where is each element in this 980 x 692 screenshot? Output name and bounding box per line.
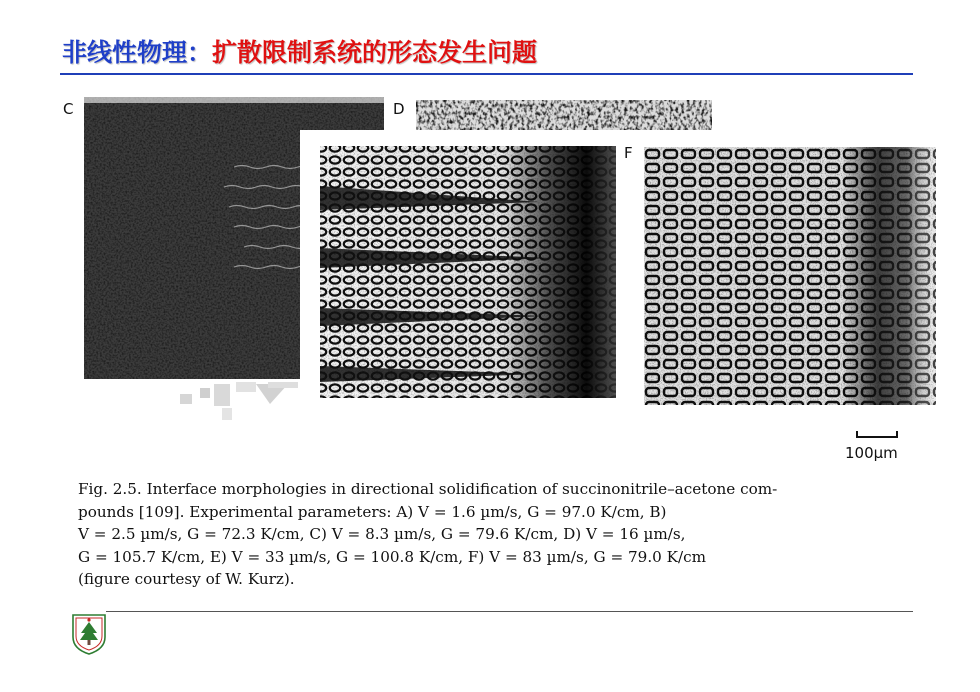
scale-bar-label: 100µm — [845, 444, 898, 462]
title-underline — [60, 73, 913, 75]
scale-bar — [856, 431, 898, 438]
university-emblem-icon — [70, 613, 108, 655]
panel-label-c: C — [63, 100, 74, 118]
caption-line: (figure courtesy of W. Kurz). — [78, 570, 295, 588]
caption-line: pounds [109]. Experimental parameters: A) V = 1.6 µm/s, G = 97.0 K/cm, B) — [78, 502, 667, 521]
caption-line: Fig. 2.5. Interface morphologies in directional solidification of succinonitrile–acetone com- — [78, 480, 778, 498]
micrograph-panel-e — [300, 130, 618, 400]
slide-title — [62, 36, 537, 70]
figure-caption — [78, 478, 904, 591]
caption-line: G = 105.7 K/cm, E) V = 33 µm/s, G = 100.8 K/cm, F) V = 83 µm/s, G = 79.0 K/cm — [78, 547, 707, 566]
micrograph-panel-f — [644, 147, 936, 405]
caption-line: V = 2.5 µm/s, G = 72.3 K/cm, C) V = 8.3 µm/s, G = 79.6 K/cm, D) V = 16 µm/s, — [78, 525, 686, 543]
slide-title-main: 扩散限制系统的形态发生问题 — [212, 38, 538, 67]
panel-label-f: F — [624, 144, 633, 162]
slide-title-prefix: 非线性物理： — [62, 38, 213, 67]
footer-rule — [106, 611, 913, 612]
micrograph-panel-d — [416, 100, 712, 130]
panel-label-d: D — [393, 100, 405, 118]
scan-smudge — [178, 378, 300, 426]
